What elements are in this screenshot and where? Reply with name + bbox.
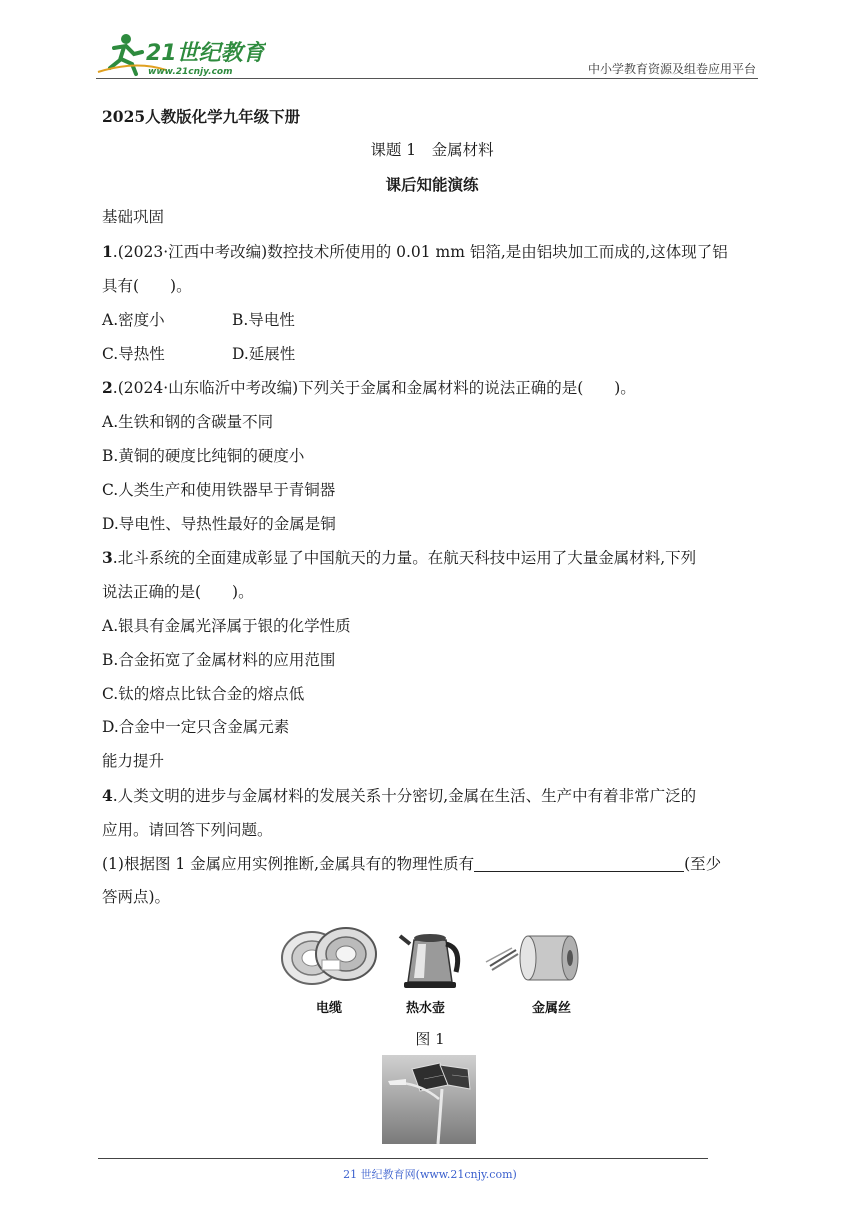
question-number: 4 (102, 785, 113, 805)
option-a: A.密度小 (102, 310, 165, 329)
kettle-image (400, 934, 458, 988)
site-name: 中小学教育资源及组卷应用平台 (587, 62, 756, 76)
figure-label-wire: 金属丝 (532, 1001, 572, 1016)
cable-coil-image (282, 928, 376, 984)
part-heading-basic: 基础巩固 (102, 208, 165, 227)
figure-label-cable: 电缆 (316, 1001, 343, 1016)
wire-spool-image (486, 936, 578, 980)
lesson-title: 课题 1 金属材料 (370, 140, 494, 159)
option-b: B.导电性 (232, 310, 295, 329)
option-c: C.钛的熔点比钛合金的熔点低 (102, 684, 305, 703)
solar-street-light-image (382, 1055, 476, 1144)
question-1-options-row1 (102, 304, 762, 338)
option-d: D.导电性、导热性最好的金属是铜 (102, 514, 336, 533)
question-number: 2 (102, 378, 113, 398)
option-b: B.黄铜的硬度比纯铜的硬度小 (102, 446, 305, 465)
footer-link[interactable]: 21 世纪教育网(www.21cnjy.com) (343, 1168, 517, 1181)
book-title: 2025人教版化学九年级下册 (102, 107, 301, 126)
part-heading-advanced: 能力提升 (102, 752, 165, 771)
question-4-stem: 4.人类文明的进步与金属材料的发展关系十分密切,金属在生活、生产中有着非常广泛的 (102, 785, 697, 805)
document-body (102, 100, 762, 915)
option-d: D.合金中一定只含金属元素 (102, 718, 290, 737)
option-c: C.人类生产和使用铁器早于青铜器 (102, 480, 336, 499)
question-2-stem: 2.(2024·山东临沂中考改编)下列关于金属和金属材料的说法正确的是( )。 (102, 378, 636, 398)
option-a: A.银具有金属光泽属于银的化学性质 (102, 616, 351, 635)
header-divider (96, 78, 758, 79)
question-1-options-row2 (102, 338, 762, 372)
option-d: D.延展性 (232, 344, 296, 363)
question-3-stem: 3.北斗系统的全面建成彰显了中国航天的力量。在航天科技中运用了大量金属材料,下列 (102, 548, 697, 568)
svg-text:21世纪教育: 21世纪教育 (146, 41, 265, 66)
question-1-stem: 1.(2023·江西中考改编)数控技术所使用的 0.01 mm 铝箔,是由铝块加工而成的,这体现了铝 (102, 242, 728, 262)
page-header (96, 30, 758, 82)
figure-label-kettle: 热水壶 (406, 1001, 446, 1016)
footer-divider (98, 1158, 708, 1159)
figure-1-caption: 图 1 (415, 1030, 445, 1048)
question-4-sub-1-cont: 答两点)。 (102, 888, 171, 907)
question-4-sub-1: (1)根据图 1 金属应用实例推断,金属具有的物理性质有 (至少 (102, 854, 722, 873)
answer-blank[interactable] (474, 853, 684, 872)
svg-text:www.21cnjy.com: www.21cnjy.com (148, 67, 233, 77)
question-3-stem-cont: 说法正确的是( )。 (102, 583, 254, 602)
option-c: C.导热性 (102, 344, 165, 363)
question-number: 3 (102, 548, 113, 568)
section-title: 课后知能演练 (385, 174, 479, 194)
site-logo (96, 30, 266, 80)
question-4-stem-cont: 应用。请回答下列问题。 (102, 820, 273, 839)
option-b: B.合金拓宽了金属材料的应用范围 (102, 650, 336, 669)
question-1-stem-cont: 具有( )。 (102, 276, 192, 295)
option-a: A.生铁和钢的含碳量不同 (102, 413, 274, 432)
figure-1 (276, 920, 586, 1020)
question-number: 1 (102, 242, 113, 262)
